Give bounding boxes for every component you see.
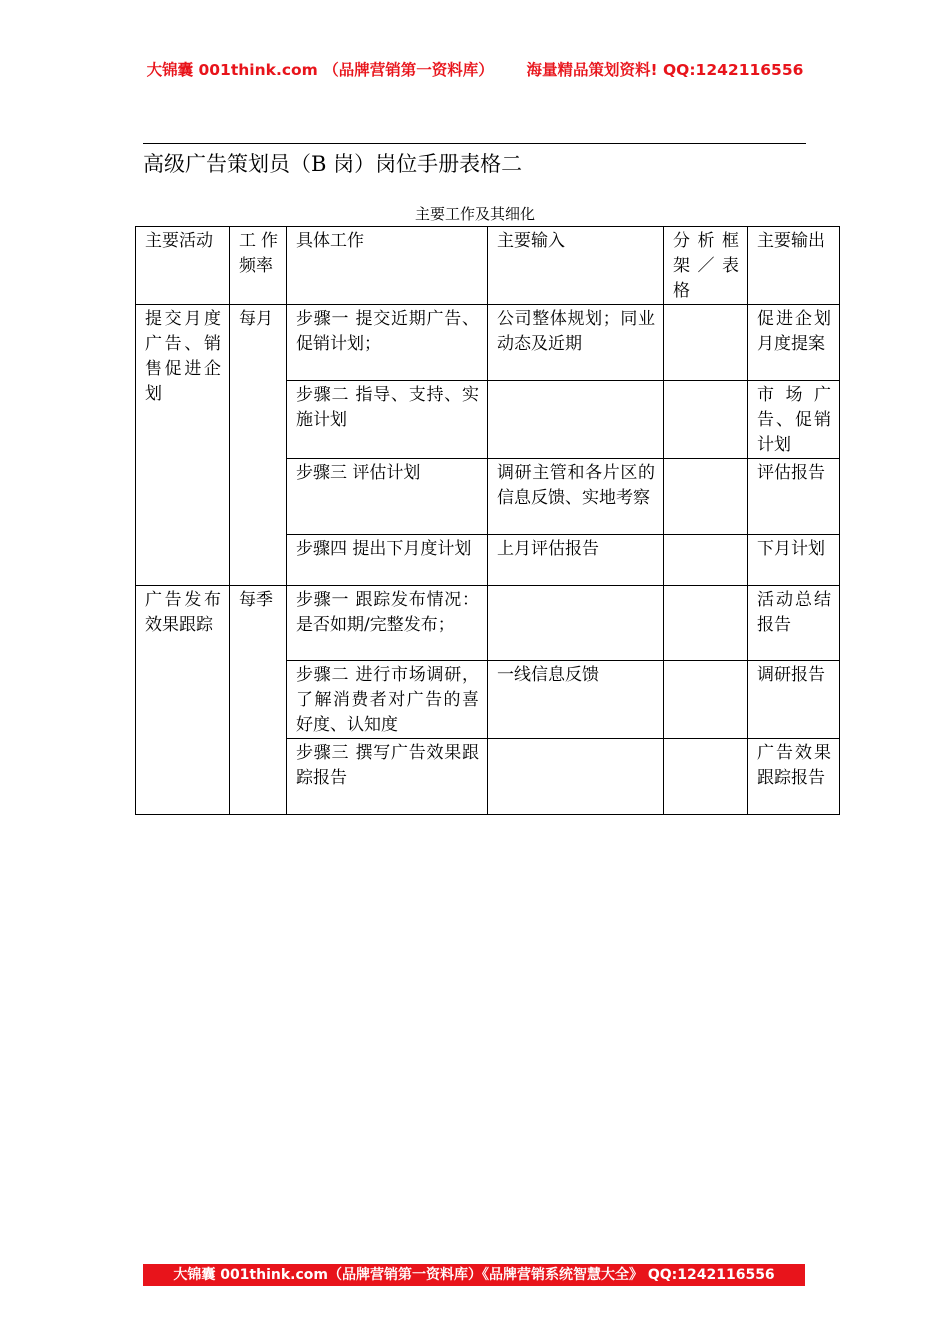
header-frequency: 工作频率 [230, 227, 287, 305]
table-header-row [136, 227, 840, 305]
work-detail-table [135, 226, 840, 815]
output-cell: 评估报告 [748, 459, 840, 535]
frequency-cell: 每季 [230, 586, 287, 815]
task-cell: 步骤三 评估计划 [287, 459, 488, 535]
framework-cell [664, 586, 748, 661]
activity-cell: 广告发布效果跟踪 [136, 586, 230, 815]
task-cell: 步骤三 撰写广告效果跟踪报告 [287, 739, 488, 815]
output-cell: 市场广告、促销计划 [748, 381, 840, 459]
input-cell: 一线信息反馈 [488, 661, 664, 739]
frequency-cell: 每月 [230, 305, 287, 586]
task-cell: 步骤一 跟踪发布情况：是否如期/完整发布； [287, 586, 488, 661]
table-row [136, 305, 840, 381]
task-cell: 步骤一 提交近期广告、促销计划； [287, 305, 488, 381]
framework-cell [664, 381, 748, 459]
table-caption: 主要工作及其细化 [414, 205, 535, 223]
task-cell: 步骤二 指导、支持、实施计划 [287, 381, 488, 459]
output-cell: 活动总结报告 [748, 586, 840, 661]
input-cell: 上月评估报告 [488, 535, 664, 586]
header-task: 具体工作 [287, 227, 488, 305]
output-cell: 调研报告 [748, 661, 840, 739]
document-title: 高级广告策划员（B 岗）岗位手册表格二 [143, 152, 523, 176]
framework-cell [664, 535, 748, 586]
table-row [136, 586, 840, 661]
framework-cell [664, 305, 748, 381]
input-cell [488, 586, 664, 661]
output-cell: 促进企划月度提案 [748, 305, 840, 381]
task-cell: 步骤四 提出下月度计划 [287, 535, 488, 586]
framework-cell [664, 739, 748, 815]
framework-cell [664, 661, 748, 739]
header-site-link[interactable]: 大锦囊 001think.com （品牌营销第一资料库） [146, 61, 494, 79]
header-promo-text: 海量精品策划资料! QQ:1242116556 [526, 61, 804, 79]
input-cell [488, 381, 664, 459]
input-cell: 调研主管和各片区的信息反馈、实地考察 [488, 459, 664, 535]
task-cell: 步骤二 进行市场调研，了解消费者对广告的喜好度、认知度 [287, 661, 488, 739]
header-banner [0, 58, 950, 80]
header-framework: 分析框架／表格 [664, 227, 748, 305]
output-cell: 下月计划 [748, 535, 840, 586]
framework-cell [664, 459, 748, 535]
header-output: 主要输出 [748, 227, 840, 305]
title-rule [143, 143, 806, 144]
input-cell [488, 739, 664, 815]
header-activity: 主要活动 [136, 227, 230, 305]
input-cell: 公司整体规划；同业动态及近期 [488, 305, 664, 381]
output-cell: 广告效果跟踪报告 [748, 739, 840, 815]
header-input: 主要输入 [488, 227, 664, 305]
activity-cell: 提交月度广告、销售促进企划 [136, 305, 230, 586]
footer-banner[interactable]: 大锦囊 001think.com（品牌营销第一资料库）《品牌营销系统智慧大全》 QQ:1242116556 [143, 1264, 805, 1286]
